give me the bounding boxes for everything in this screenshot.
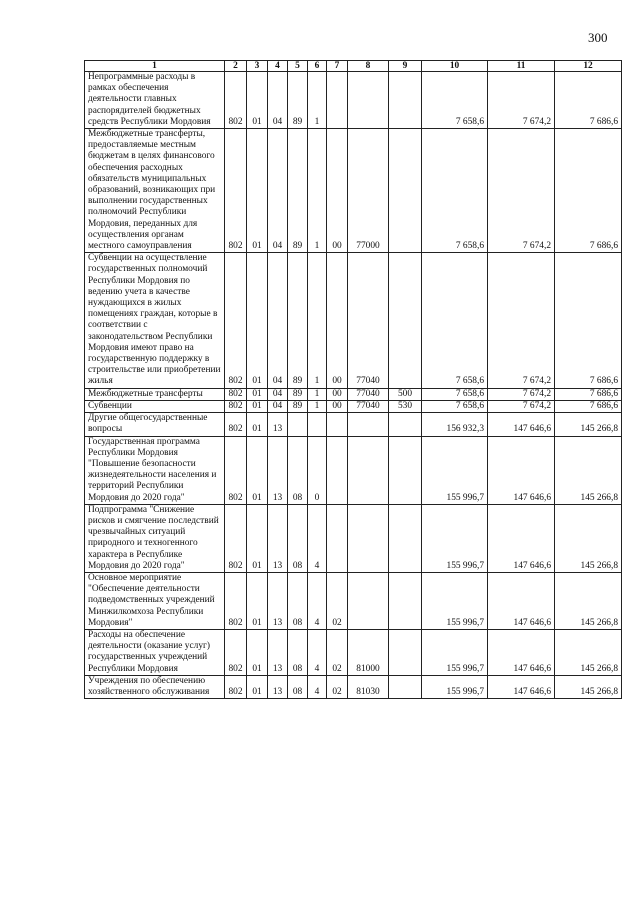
- table-row: [85, 504, 622, 572]
- cell-amount-year-3: 145 266,8: [555, 436, 622, 504]
- cell-expense-type: [389, 675, 422, 698]
- cell-amount-year-1: 7 658,6: [422, 253, 488, 388]
- row-name: Подпрограмма "Снижение рисков и смягчение последствий чрезвычайных ситуаций природного и техногенного характера в Республике Мордовия до 2020 года": [85, 504, 225, 572]
- cell-subprogram: 4: [308, 675, 327, 698]
- header-col-7: 7: [327, 61, 348, 72]
- row-name: Расходы на обеспечение деятельности (оказание услуг) государственных учреждений Республики Мордовия: [85, 629, 225, 675]
- cell-event: 02: [327, 572, 348, 629]
- header-col-2: 2: [225, 61, 247, 72]
- cell-event: 02: [327, 675, 348, 698]
- header-col-10: 10: [422, 61, 488, 72]
- cell-amount-year-1: 155 996,7: [422, 436, 488, 504]
- cell-ministry-code: 802: [225, 675, 247, 698]
- cell-amount-year-1: 155 996,7: [422, 572, 488, 629]
- cell-amount-year-3: 145 266,8: [555, 629, 622, 675]
- table-row: [85, 436, 622, 504]
- row-name: Другие общегосударственные вопросы: [85, 413, 225, 436]
- cell-subsection: 13: [268, 629, 288, 675]
- cell-subprogram: 4: [308, 572, 327, 629]
- header-col-6: 6: [308, 61, 327, 72]
- cell-expense-type: [389, 253, 422, 388]
- header-col-9: 9: [389, 61, 422, 72]
- table-row: [85, 400, 622, 412]
- cell-ministry-code: 802: [225, 572, 247, 629]
- cell-section: 01: [247, 629, 268, 675]
- cell-amount-year-2: 147 646,6: [488, 572, 555, 629]
- cell-program: 08: [288, 436, 308, 504]
- cell-section: 01: [247, 572, 268, 629]
- cell-subprogram: 0: [308, 436, 327, 504]
- cell-program: 08: [288, 629, 308, 675]
- cell-subsection: 04: [268, 72, 288, 129]
- cell-subsection: 13: [268, 572, 288, 629]
- cell-expense-direction: 77000: [348, 129, 389, 253]
- cell-expense-direction: 81030: [348, 675, 389, 698]
- cell-amount-year-1: 7 658,6: [422, 388, 488, 400]
- cell-amount-year-3: 7 686,6: [555, 400, 622, 412]
- cell-program: 08: [288, 572, 308, 629]
- cell-subprogram: 4: [308, 504, 327, 572]
- cell-ministry-code: 802: [225, 129, 247, 253]
- cell-amount-year-3: 145 266,8: [555, 504, 622, 572]
- cell-expense-direction: 81000: [348, 629, 389, 675]
- cell-amount-year-1: 156 932,3: [422, 413, 488, 436]
- cell-subsection: 04: [268, 129, 288, 253]
- header-col-11: 11: [488, 61, 555, 72]
- cell-amount-year-2: 7 674,2: [488, 388, 555, 400]
- cell-event: 00: [327, 129, 348, 253]
- cell-amount-year-1: 155 996,7: [422, 675, 488, 698]
- cell-section: 01: [247, 504, 268, 572]
- table-row: [85, 572, 622, 629]
- cell-expense-type: [389, 436, 422, 504]
- cell-program: 89: [288, 72, 308, 129]
- row-name: Межбюджетные трансферты, предоставляемые местным бюджетам в целях финансового обеспечения расходных обязательств муниципальных образований, возникающих при выполнении государственных полномочий Республики Мордовия, переданных для осуществления органам местного самоуправления: [85, 129, 225, 253]
- cell-amount-year-2: 147 646,6: [488, 413, 555, 436]
- cell-expense-type: [389, 629, 422, 675]
- cell-amount-year-2: 7 674,2: [488, 253, 555, 388]
- cell-amount-year-2: 147 646,6: [488, 504, 555, 572]
- table-row: [85, 253, 622, 388]
- cell-subsection: 13: [268, 504, 288, 572]
- header-col-1: 1: [85, 61, 225, 72]
- cell-expense-direction: 77040: [348, 400, 389, 412]
- cell-program: 08: [288, 504, 308, 572]
- cell-ministry-code: 802: [225, 253, 247, 388]
- page-number: 300: [588, 30, 608, 45]
- cell-subprogram: 1: [308, 129, 327, 253]
- cell-ministry-code: 802: [225, 436, 247, 504]
- row-name: Основное мероприятие "Обеспечение деятельности подведомственных учреждений Минжилкомхоза Республики Мордовия": [85, 572, 225, 629]
- budget-table: [84, 60, 622, 699]
- cell-expense-type: 530: [389, 400, 422, 412]
- cell-subsection: 04: [268, 388, 288, 400]
- cell-section: 01: [247, 400, 268, 412]
- cell-expense-direction: 77040: [348, 253, 389, 388]
- cell-amount-year-3: 145 266,8: [555, 572, 622, 629]
- cell-expense-direction: [348, 413, 389, 436]
- cell-event: 00: [327, 400, 348, 412]
- row-name: Межбюджетные трансферты: [85, 388, 225, 400]
- cell-amount-year-3: 7 686,6: [555, 388, 622, 400]
- table-row: [85, 629, 622, 675]
- cell-expense-direction: [348, 72, 389, 129]
- cell-ministry-code: 802: [225, 413, 247, 436]
- cell-expense-type: [389, 413, 422, 436]
- row-name: Государственная программа Республики Мордовия "Повышение безопасности жизнедеятельности населения и территорий Республики Мордовия до 2020 года": [85, 436, 225, 504]
- cell-amount-year-1: 7 658,6: [422, 72, 488, 129]
- cell-subsection: 04: [268, 400, 288, 412]
- cell-expense-type: 500: [389, 388, 422, 400]
- cell-section: 01: [247, 413, 268, 436]
- cell-event: 00: [327, 388, 348, 400]
- cell-subprogram: 1: [308, 388, 327, 400]
- cell-amount-year-1: 7 658,6: [422, 400, 488, 412]
- cell-event: [327, 504, 348, 572]
- cell-subsection: 04: [268, 253, 288, 388]
- cell-amount-year-2: 147 646,6: [488, 629, 555, 675]
- table-row: [85, 72, 622, 129]
- cell-amount-year-1: 155 996,7: [422, 629, 488, 675]
- cell-expense-direction: [348, 504, 389, 572]
- header-col-3: 3: [247, 61, 268, 72]
- cell-event: [327, 436, 348, 504]
- cell-subprogram: 1: [308, 72, 327, 129]
- cell-ministry-code: 802: [225, 504, 247, 572]
- table-row: [85, 129, 622, 253]
- cell-program: 89: [288, 400, 308, 412]
- cell-event: 00: [327, 253, 348, 388]
- cell-amount-year-3: 145 266,8: [555, 675, 622, 698]
- cell-subsection: 13: [268, 675, 288, 698]
- cell-amount-year-2: 7 674,2: [488, 400, 555, 412]
- cell-program: 89: [288, 253, 308, 388]
- row-name: Субвенции: [85, 400, 225, 412]
- cell-ministry-code: 802: [225, 400, 247, 412]
- cell-amount-year-1: 7 658,6: [422, 129, 488, 253]
- cell-amount-year-3: 7 686,6: [555, 72, 622, 129]
- header-col-12: 12: [555, 61, 622, 72]
- cell-section: 01: [247, 675, 268, 698]
- cell-amount-year-1: 155 996,7: [422, 504, 488, 572]
- cell-section: 01: [247, 72, 268, 129]
- cell-subsection: 13: [268, 413, 288, 436]
- cell-ministry-code: 802: [225, 72, 247, 129]
- cell-expense-direction: [348, 436, 389, 504]
- row-name: Непрограммные расходы в рамках обеспечения деятельности главных распорядителей бюджетных средств Республики Мордовия: [85, 72, 225, 129]
- cell-event: [327, 72, 348, 129]
- header-col-5: 5: [288, 61, 308, 72]
- cell-amount-year-2: 147 646,6: [488, 675, 555, 698]
- cell-expense-type: [389, 504, 422, 572]
- cell-subprogram: 1: [308, 400, 327, 412]
- cell-ministry-code: 802: [225, 388, 247, 400]
- cell-amount-year-2: 7 674,2: [488, 72, 555, 129]
- cell-expense-type: [389, 129, 422, 253]
- cell-amount-year-2: 147 646,6: [488, 436, 555, 504]
- row-name: Учреждения по обеспечению хозяйственного обслуживания: [85, 675, 225, 698]
- cell-program: 89: [288, 129, 308, 253]
- cell-expense-type: [389, 72, 422, 129]
- row-name: Субвенции на осуществление государственных полномочий Республики Мордовия по ведению учета в качестве нуждающихся в жилых помещениях граждан, которые в соответствии с законодательством Республики Мордовия имеют право на государственную поддержку в строительстве или приобретении жилья: [85, 253, 225, 388]
- table-row: [85, 675, 622, 698]
- cell-section: 01: [247, 253, 268, 388]
- table-row: [85, 413, 622, 436]
- cell-section: 01: [247, 388, 268, 400]
- cell-program: 89: [288, 388, 308, 400]
- header-col-4: 4: [268, 61, 288, 72]
- cell-section: 01: [247, 129, 268, 253]
- cell-subsection: 13: [268, 436, 288, 504]
- cell-amount-year-3: 7 686,6: [555, 129, 622, 253]
- table-row: [85, 388, 622, 400]
- cell-amount-year-3: 145 266,8: [555, 413, 622, 436]
- cell-amount-year-2: 7 674,2: [488, 129, 555, 253]
- table-header-row: [85, 61, 622, 72]
- cell-subprogram: 1: [308, 253, 327, 388]
- cell-program: [288, 413, 308, 436]
- cell-expense-direction: 77040: [348, 388, 389, 400]
- cell-event: [327, 413, 348, 436]
- cell-subprogram: [308, 413, 327, 436]
- cell-expense-direction: [348, 572, 389, 629]
- cell-event: 02: [327, 629, 348, 675]
- header-col-8: 8: [348, 61, 389, 72]
- cell-expense-type: [389, 572, 422, 629]
- cell-section: 01: [247, 436, 268, 504]
- cell-amount-year-3: 7 686,6: [555, 253, 622, 388]
- cell-ministry-code: 802: [225, 629, 247, 675]
- cell-program: 08: [288, 675, 308, 698]
- cell-subprogram: 4: [308, 629, 327, 675]
